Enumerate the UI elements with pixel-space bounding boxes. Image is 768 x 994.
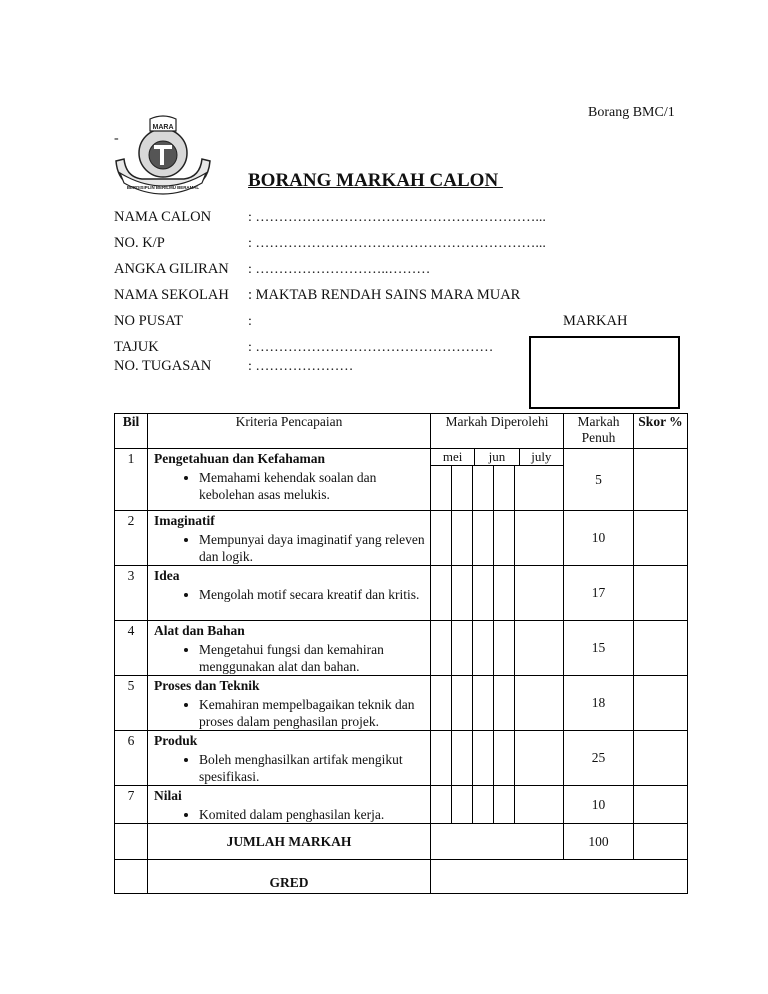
row-item: • Mengetahui fungsi dan kemahiran menggunakan alat dan bahan. [199, 641, 426, 675]
mark-cell[interactable] [452, 786, 473, 823]
mark-cell[interactable] [494, 786, 515, 823]
row-markah-diperolehi[interactable] [431, 676, 564, 731]
mark-cell[interactable] [452, 731, 473, 785]
row-markah-diperolehi[interactable] [431, 786, 564, 824]
month-label: jun [475, 449, 519, 465]
table-row [115, 566, 688, 621]
month-label: july [531, 449, 552, 464]
row-title: Imaginatif [154, 513, 215, 528]
mark-cell[interactable] [431, 786, 452, 823]
row-title: Alat dan Bahan [154, 623, 245, 638]
row-markah-diperolehi[interactable] [431, 449, 564, 511]
field-label-tajuk: TAJUK [114, 339, 159, 355]
mark-cell[interactable] [515, 621, 563, 675]
row-bil: 5 [115, 676, 148, 731]
row-bil: 6 [115, 731, 148, 786]
row-item: • Mempunyai daya imaginatif yang releven dan logik. [199, 531, 426, 565]
jumlah-label: JUMLAH MARKAH [148, 824, 431, 860]
header-markah-penuh: Markah Penuh [564, 414, 634, 449]
mark-cell[interactable] [452, 511, 473, 565]
row-skor[interactable] [634, 731, 688, 786]
row-skor[interactable] [634, 566, 688, 621]
mark-cell[interactable] [515, 511, 563, 565]
row-bil: 2 [115, 511, 148, 566]
mark-cell[interactable] [452, 621, 473, 675]
row-markah-penuh: 5 [564, 449, 634, 511]
table-row [115, 621, 688, 676]
mark-cell[interactable] [494, 566, 515, 620]
field-label-nama-calon: NAMA CALON [114, 209, 212, 225]
jumlah-skor-cell[interactable] [634, 824, 688, 860]
mark-cell[interactable] [431, 466, 452, 510]
mark-cell[interactable] [494, 676, 515, 730]
row-item: • Boleh menghasilkan artifak mengikut spesifikasi. [199, 751, 426, 785]
row-bil: 3 [115, 566, 148, 621]
jumlah-bil-cell [115, 824, 148, 860]
gred-value-cell[interactable] [431, 860, 688, 894]
table-row [115, 449, 688, 511]
row-skor[interactable] [634, 511, 688, 566]
table-row [115, 731, 688, 786]
row-markah-penuh: 10 [564, 511, 634, 566]
header-bil: Bil [115, 414, 148, 449]
table-header-row [115, 414, 688, 449]
row-title: Nilai [154, 788, 182, 803]
row-markah-penuh: 18 [564, 676, 634, 731]
mara-logo [110, 115, 216, 197]
field-label-no-kp: NO. K/P [114, 235, 165, 251]
markah-label: MARKAH [563, 313, 628, 329]
table-row [115, 676, 688, 731]
criteria-table [114, 413, 688, 894]
row-title: Pengetahuan dan Kefahaman [154, 451, 326, 466]
row-skor[interactable] [634, 449, 688, 511]
row-title: Idea [154, 568, 180, 583]
row-kriteria [148, 511, 431, 566]
field-label-no-pusat: NO PUSAT [114, 313, 183, 329]
row-markah-diperolehi[interactable] [431, 621, 564, 676]
logo-top-text: MARA [152, 124, 174, 131]
row-kriteria [148, 449, 431, 511]
mark-cell[interactable] [431, 621, 452, 675]
mark-cell[interactable] [431, 676, 452, 730]
mark-cell[interactable] [473, 786, 494, 823]
field-value-no-tugasan: : ………………… [248, 359, 354, 374]
mark-cell[interactable] [515, 676, 563, 730]
table-row [115, 511, 688, 566]
header-markah-diperolehi: Markah Diperolehi [431, 414, 564, 449]
mark-cell[interactable] [431, 566, 452, 620]
row-bil: 1 [115, 449, 148, 511]
row-title: Proses dan Teknik [154, 678, 260, 693]
row-markah-diperolehi[interactable] [431, 731, 564, 786]
row-item: • Kemahiran mempelbagaikan teknik dan proses dalam penghasilan projek. [199, 696, 426, 730]
row-skor[interactable] [634, 786, 688, 824]
mark-cell[interactable] [431, 731, 452, 785]
row-kriteria [148, 621, 431, 676]
mark-cell[interactable] [515, 786, 563, 823]
gred-label: GRED [148, 860, 431, 894]
row-skor[interactable] [634, 676, 688, 731]
mark-cell[interactable] [473, 466, 494, 510]
jumlah-diperolehi-cell[interactable] [431, 824, 564, 860]
field-value-nama-calon: : ……………………………………………………... [248, 210, 546, 225]
mark-cell[interactable] [473, 731, 494, 785]
field-label-angka-giliran: ANGKA GILIRAN [114, 261, 229, 277]
field-label-nama-sekolah: NAMA SEKOLAH [114, 287, 229, 303]
field-value-tajuk: : …………………………………………… [248, 340, 494, 355]
row-item: • Komited dalam penghasilan kerja. [199, 806, 426, 823]
jumlah-row [115, 824, 688, 860]
row-kriteria [148, 566, 431, 621]
mark-cell[interactable] [473, 676, 494, 730]
mark-cell[interactable] [494, 466, 515, 510]
field-value-no-pusat: : [248, 314, 252, 329]
row-title: Produk [154, 733, 198, 748]
mark-cell[interactable] [494, 511, 515, 565]
mark-cell[interactable] [494, 621, 515, 675]
gred-bil-cell [115, 860, 148, 894]
row-item: • Memahami kehendak soalan dan kebolehan asas melukis. [199, 469, 426, 503]
mark-cell[interactable] [431, 511, 452, 565]
row-markah-penuh: 10 [564, 786, 634, 824]
table-row [115, 786, 688, 824]
dash-mark: - [114, 131, 119, 146]
logo-ring-text: BERDISIPLIN BERILMU BERAMAL [126, 185, 200, 190]
field-value-angka-giliran: : ………………………..……… [248, 262, 431, 277]
row-markah-diperolehi[interactable] [431, 566, 564, 621]
row-kriteria [148, 731, 431, 786]
header-kriteria: Kriteria Pencapaian [148, 414, 431, 449]
row-bil: 7 [115, 786, 148, 824]
mark-cell[interactable] [494, 731, 515, 785]
row-markah-penuh: 25 [564, 731, 634, 786]
mark-cell[interactable] [452, 466, 473, 510]
mark-cell[interactable] [452, 676, 473, 730]
mark-cell[interactable] [515, 466, 563, 510]
mark-cell[interactable] [473, 621, 494, 675]
mark-cell[interactable] [515, 731, 563, 785]
month-label: mei [431, 449, 475, 465]
mark-cell[interactable] [473, 566, 494, 620]
row-markah-diperolehi[interactable] [431, 511, 564, 566]
jumlah-value: 100 [564, 824, 634, 860]
row-item: • Mengolah motif secara kreatif dan kritis. [199, 586, 426, 603]
mark-cell[interactable] [452, 566, 473, 620]
gred-row [115, 860, 688, 894]
row-bil: 4 [115, 621, 148, 676]
mark-cell[interactable] [515, 566, 563, 620]
field-value-nama-sekolah: : MAKTAB RENDAH SAINS MARA MUAR [248, 287, 521, 303]
form-code: Borang BMC/1 [588, 105, 675, 120]
field-label-no-tugasan: NO. TUGASAN [114, 358, 212, 374]
row-markah-penuh: 15 [564, 621, 634, 676]
markah-box[interactable] [529, 336, 680, 409]
row-markah-penuh: 17 [564, 566, 634, 621]
month-labels [431, 449, 563, 466]
field-value-no-kp: : ……………………………………………………... [248, 236, 546, 251]
row-kriteria [148, 786, 431, 824]
header-skor: Skor % [634, 414, 688, 449]
row-kriteria [148, 676, 431, 731]
form-title: BORANG MARKAH CALON [248, 170, 503, 191]
mark-cell[interactable] [473, 511, 494, 565]
row-skor[interactable] [634, 621, 688, 676]
